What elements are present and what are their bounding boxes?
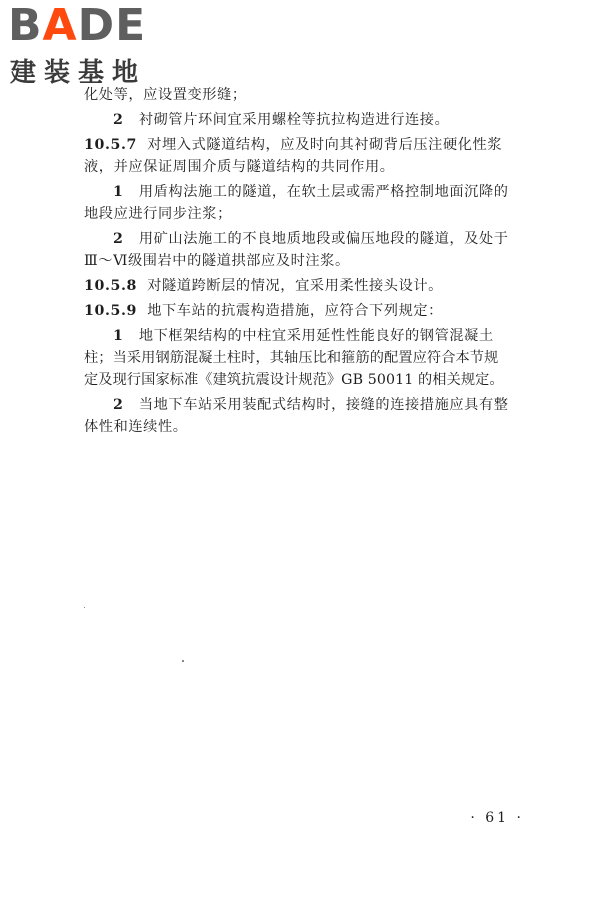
line-text: 体性和连续性。	[84, 419, 188, 435]
line-text: 液，并应保证周围介质与隧道结构的共同作用。	[84, 159, 395, 175]
line-text: 地段应进行同步注浆；	[84, 206, 232, 222]
line-text: 柱；当采用钢筋混凝土柱时，其轴压比和箍筋的配置应符合本节规	[84, 350, 499, 366]
brand-letter-a-accent: A	[42, 0, 78, 51]
text-line	[84, 416, 544, 438]
line-text: 地下框架结构的中柱宜采用延性性能良好的钢管混凝土	[138, 328, 494, 344]
list-item-2	[84, 109, 544, 131]
line-text: Ⅲ～Ⅵ级围岩中的隧道拱部应及时注浆。	[84, 253, 350, 269]
item-number: 1	[113, 328, 124, 344]
line-text: 化处等，应设置变形缝；	[84, 87, 247, 103]
line-text: 对埋入式隧道结构，应及时向其衬砌背后压注硬化性浆	[147, 137, 503, 153]
watermark-brand-text	[8, 0, 147, 51]
line-text: 定及现行国家标准《建筑抗震设计规范》GB 50011 的相关规定。	[84, 372, 504, 388]
clause-10-5-9	[84, 300, 544, 322]
scan-speck	[182, 660, 184, 662]
page-number: · 61 ·	[470, 810, 524, 826]
brand-letters-de: DE	[77, 0, 147, 51]
clause-10-5-7	[84, 134, 544, 156]
scan-speck	[84, 607, 85, 608]
clause-10-5-8	[84, 275, 544, 297]
text-line	[84, 203, 544, 225]
line-text: 衬砌管片环间宜采用螺栓等抗拉构造进行连接。	[138, 112, 450, 128]
line-text: 地下车站的抗震构造措施，应符合下列规定：	[147, 303, 443, 319]
item-number: 2	[113, 112, 124, 128]
item-number: 2	[113, 397, 124, 413]
text-line	[84, 369, 544, 391]
line-text: 用矿山法施工的不良地质地段或偏压地段的隧道，及处于	[138, 231, 509, 247]
list-item-2	[84, 394, 544, 416]
brand-watermark-logo	[6, 0, 176, 94]
clause-number: 10.5.8	[84, 278, 137, 294]
document-body	[84, 84, 544, 438]
text-line	[84, 347, 544, 369]
line-text: 用盾构法施工的隧道，在软土层或需严格控制地面沉降的	[138, 184, 509, 200]
list-item-2	[84, 228, 544, 250]
clause-number: 10.5.7	[84, 137, 137, 153]
list-item-1	[84, 325, 544, 347]
line-text: 当地下车站采用装配式结构时，接缝的连接措施应具有整	[138, 397, 509, 413]
clause-number: 10.5.9	[84, 303, 137, 319]
item-number: 2	[113, 231, 124, 247]
watermark-subtitle: 建装基地	[10, 58, 147, 88]
brand-letter-b: B	[8, 0, 43, 51]
line-text: 对隧道跨断层的情况，宜采用柔性接头设计。	[147, 278, 443, 294]
list-item-1	[84, 181, 544, 203]
text-line	[84, 84, 544, 106]
text-line	[84, 156, 544, 178]
text-line	[84, 250, 544, 272]
item-number: 1	[113, 184, 124, 200]
